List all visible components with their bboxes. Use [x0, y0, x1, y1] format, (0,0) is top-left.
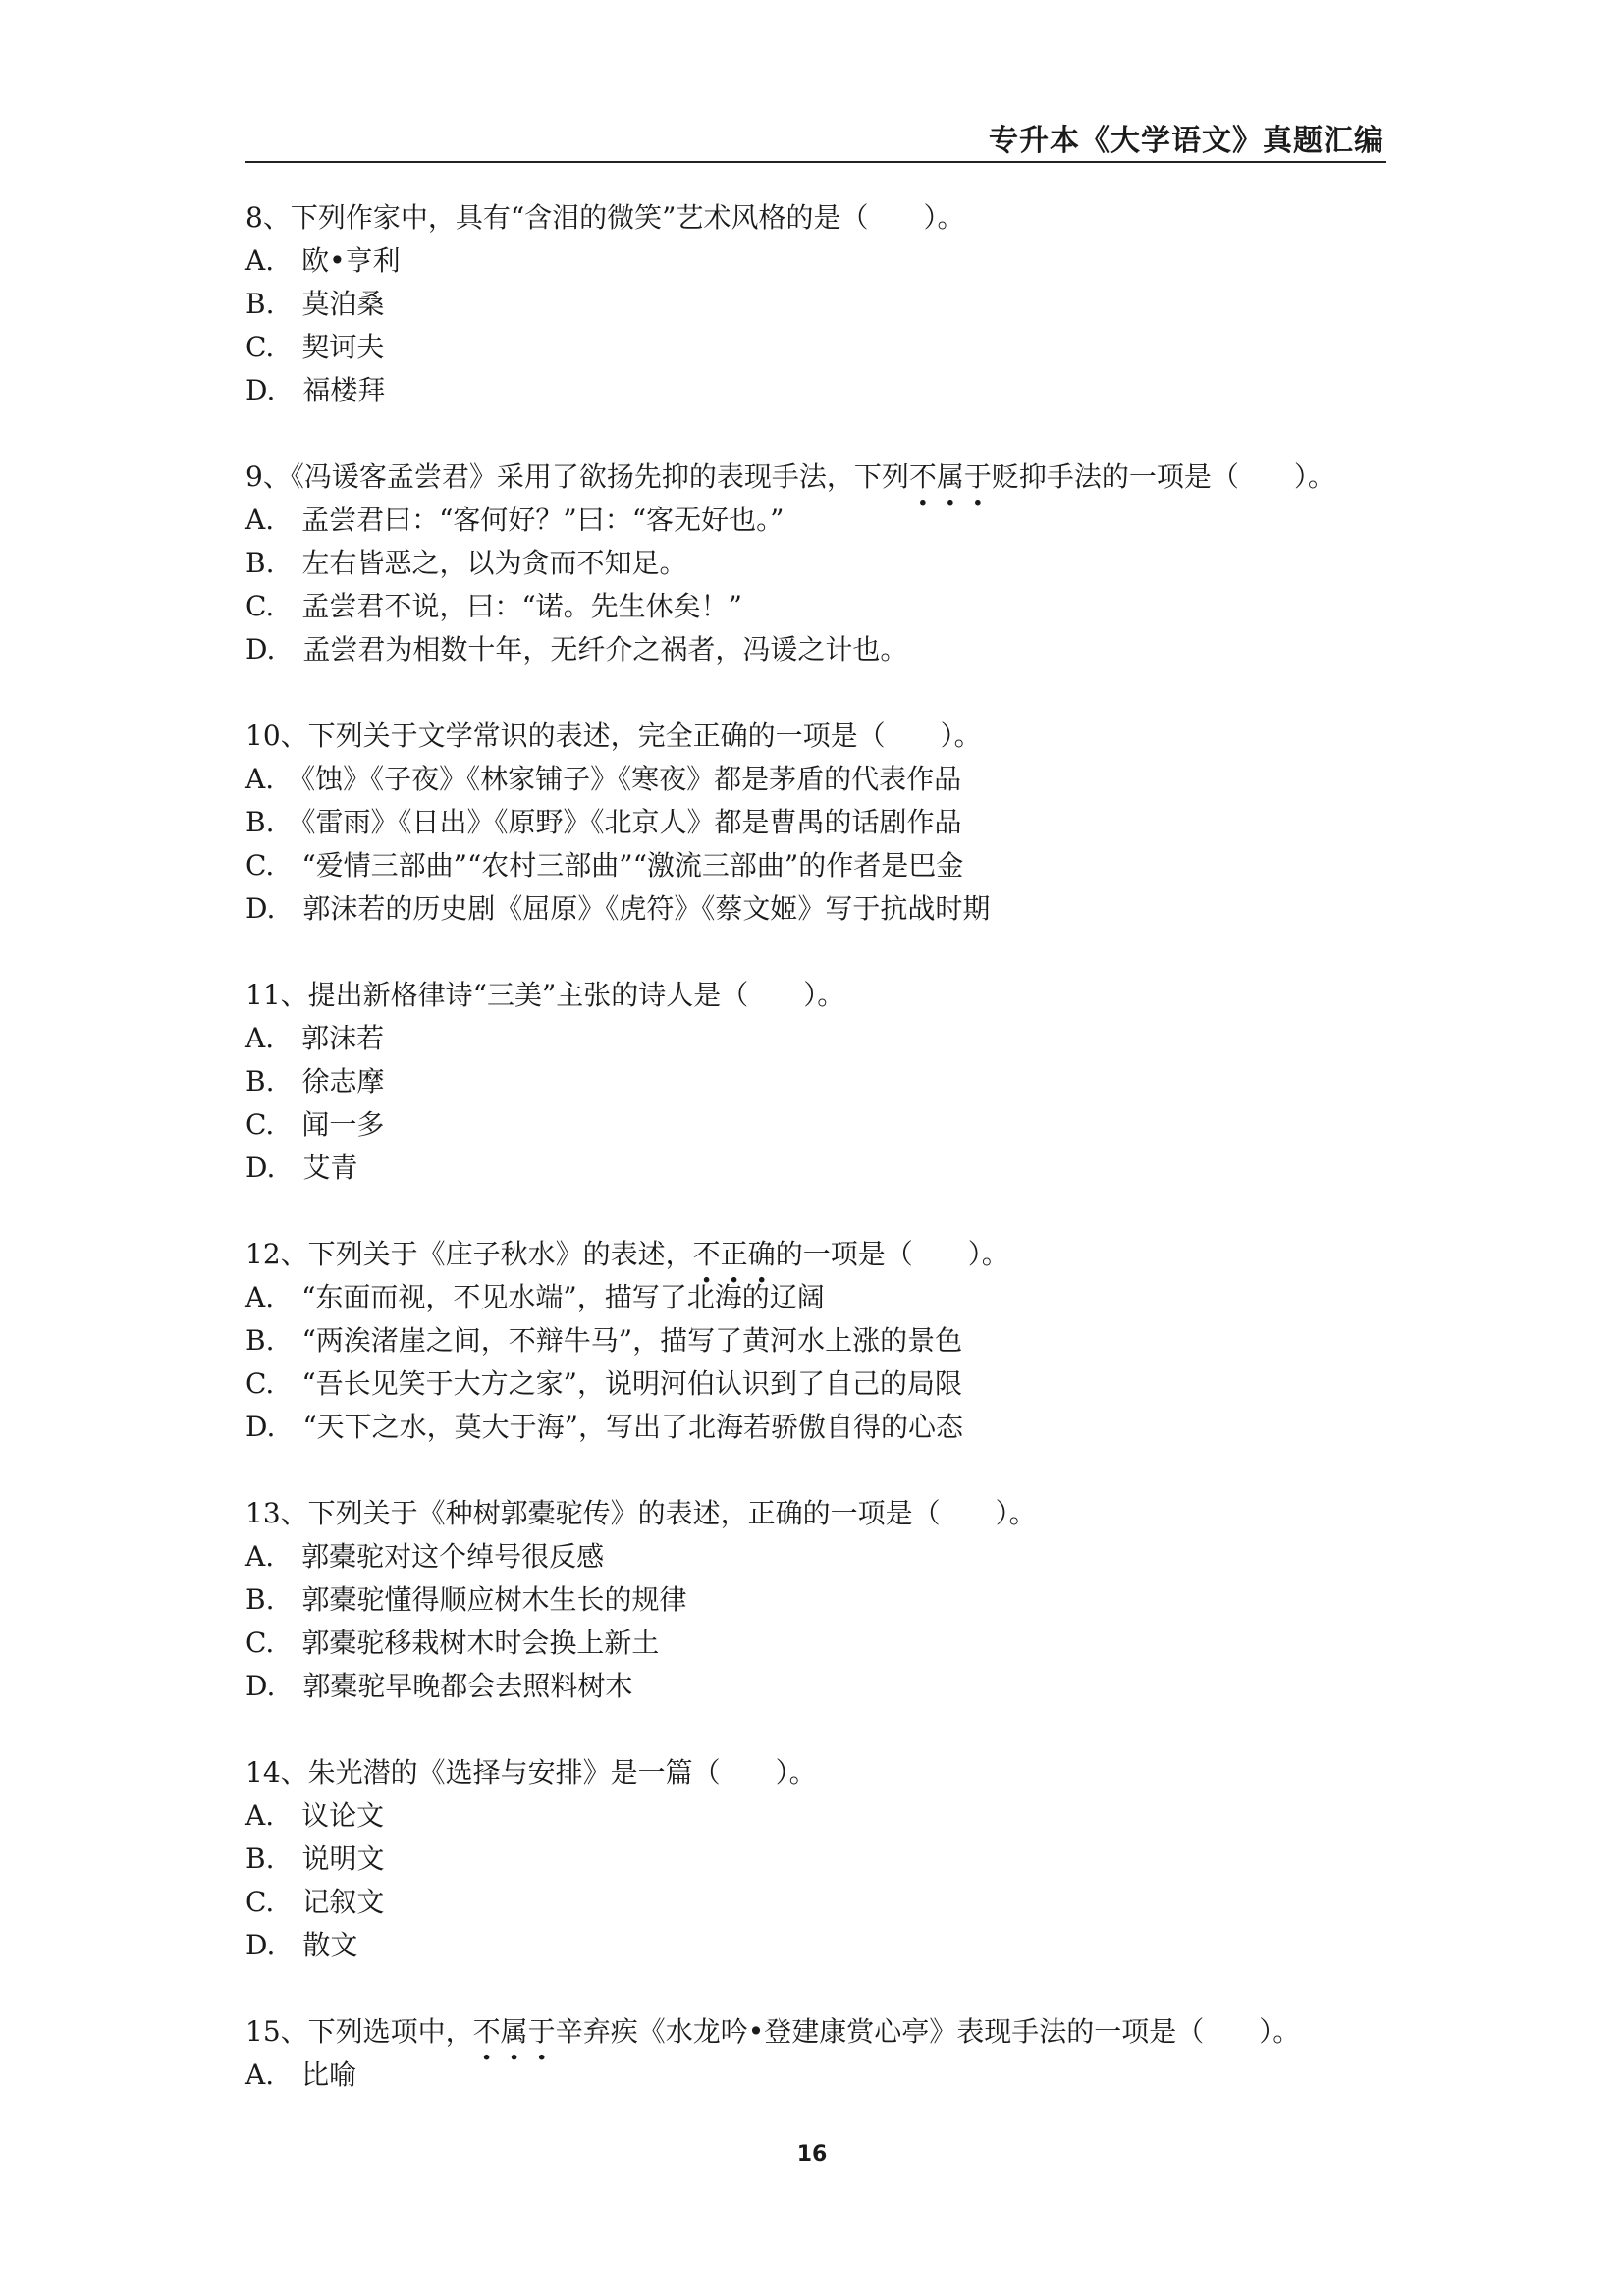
question-q11: [245, 974, 1394, 1190]
question-q10: [245, 715, 1394, 931]
stem-text: 14、朱光潜的《选择与安排》是一篇（ ）。: [245, 1756, 817, 1789]
stem-text: 12、下列关于《庄子秋水》的表述，: [245, 1238, 693, 1270]
question-q8: [245, 196, 1394, 412]
answer-option: C. “爱情三部曲”“农村三部曲”“激流三部曲”的作者是巴金: [245, 849, 964, 881]
answer-option: B. 徐志摩: [245, 1065, 385, 1097]
answer-option: C. 闻一多: [245, 1108, 385, 1141]
question-q9: [245, 455, 1394, 671]
question-stem: [245, 1492, 1394, 1535]
question-stem: [245, 974, 1394, 1017]
answer-option: A. 郭沫若: [245, 1022, 385, 1054]
answer-option: C. 孟尝君不说，曰：“诺。先生休矣！”: [245, 590, 742, 622]
question-stem: [245, 715, 1394, 758]
answer-option: A. 孟尝君曰：“客何好？”曰：“客无好也。”: [245, 504, 785, 536]
question-q13: [245, 1492, 1394, 1708]
answer-option: B. 左右皆恶之，以为贪而不知足。: [245, 547, 687, 579]
answer-option: A. 《蚀》《子夜》《林家铺子》《寒夜》都是茅盾的代表作品: [245, 763, 962, 795]
answer-option: A. 欧•亨利: [245, 244, 401, 277]
answer-option: D. 散文: [245, 1929, 358, 1961]
stem-text: 11、提出新格律诗“三美”主张的诗人是（ ）。: [245, 979, 845, 1011]
answer-option: C. 郭橐驼移栽树木时会换上新土: [245, 1627, 660, 1659]
page-header: [245, 110, 1386, 163]
question-q15: [245, 2010, 1394, 2097]
stem-text: 的一项是（ ）。: [775, 1238, 1009, 1270]
question-q12: [245, 1233, 1394, 1449]
emphasized-text: 不正确: [692, 1238, 776, 1270]
answer-option: B. 莫泊桑: [245, 288, 385, 320]
stem-text: 10、下列关于文学常识的表述，完全正确的一项是（ ）。: [245, 720, 982, 752]
answer-option: C. 记叙文: [245, 1886, 385, 1918]
question-stem: [245, 455, 1394, 499]
question-stem: [245, 1233, 1394, 1276]
question-stem: [245, 196, 1394, 240]
answer-option: A. “东面而视，不见水端”，描写了北海的辽阔: [245, 1281, 825, 1313]
stem-text: 辛弃疾《水龙吟•登建康赏心亭》表现手法的一项是（ ）。: [555, 2015, 1301, 2048]
question-q14: [245, 1751, 1394, 1967]
stem-text: 13、下列关于《种树郭橐驼传》的表述，正确的一项是（ ）。: [245, 1497, 1037, 1529]
answer-option: D. “天下之水，莫大于海”，写出了北海若骄傲自得的心态: [245, 1411, 963, 1443]
document-title: 专升本《大学语文》真题汇编: [989, 124, 1384, 158]
page-number: 16: [796, 2142, 828, 2166]
stem-text: 9、《冯谖客孟尝君》采用了欲扬先抑的表现手法，下列: [245, 460, 909, 493]
answer-option: D. 郭橐驼早晚都会去照料树木: [245, 1670, 633, 1702]
answer-option: A. 郭橐驼对这个绰号很反感: [245, 1540, 605, 1573]
answer-option: D. 孟尝君为相数十年，无纤介之祸者，冯谖之计也。: [245, 633, 908, 666]
answer-option: B. 《雷雨》《日出》《原野》《北京人》都是曹禺的话剧作品: [245, 806, 962, 838]
stem-text: 8、下列作家中，具有“含泪的微笑”艺术风格的是（ ）。: [245, 201, 965, 234]
answer-option: B. 说明文: [245, 1842, 385, 1875]
question-stem: [245, 2010, 1394, 2054]
emphasized-text: 不属于: [908, 460, 992, 493]
question-list: [245, 196, 1394, 2140]
answer-option: B. 郭橐驼懂得顺应树木生长的规律: [245, 1583, 687, 1616]
answer-option: D. 福楼拜: [245, 374, 386, 406]
answer-option: D. 郭沫若的历史剧《屈原》《虎符》《蔡文姬》写于抗战时期: [245, 892, 991, 925]
answer-option: A. 议论文: [245, 1799, 385, 1832]
emphasized-text: 不属于: [472, 2015, 556, 2048]
answer-option: D. 艾青: [245, 1151, 358, 1184]
stem-text: 贬抑手法的一项是（ ）。: [991, 460, 1335, 493]
question-stem: [245, 1751, 1394, 1794]
stem-text: 15、下列选项中，: [245, 2015, 473, 2048]
answer-option: C. 契诃夫: [245, 331, 385, 363]
answer-option: B. “两涘渚崖之间，不辩牛马”，描写了黄河水上涨的景色: [245, 1324, 963, 1357]
answer-option: C. “吾长见笑于大方之家”，说明河伯认识到了自己的局限: [245, 1367, 962, 1400]
answer-option: A. 比喻: [245, 2058, 357, 2091]
